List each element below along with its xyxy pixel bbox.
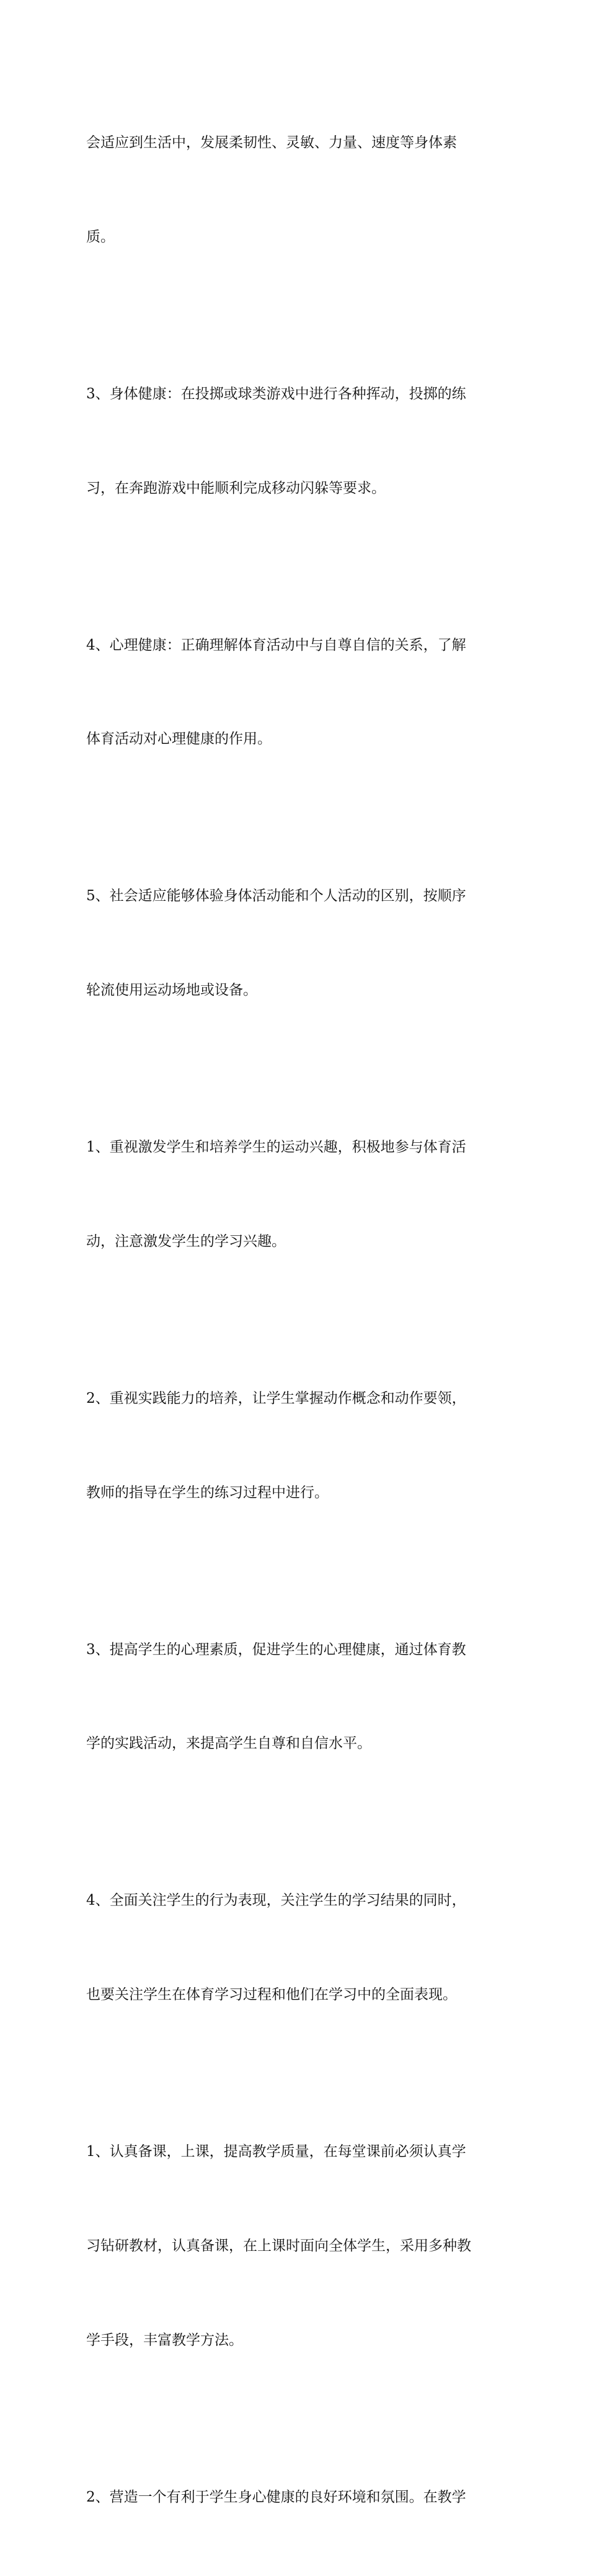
text-line: 质。: [86, 228, 115, 245]
text-line: 4、心理健康：正确理解体育活动中与自尊自信的关系，了解: [86, 637, 466, 653]
text-line: 动，注意激发学生的学习兴趣。: [86, 1233, 286, 1250]
paragraph-10: [86, 2419, 508, 2576]
text-line: 3、身体健康：在投掷或球类游戏中进行各种挥动，投掷的练: [86, 385, 466, 402]
paragraph-9: [86, 2073, 508, 2419]
paragraph-1: [86, 65, 508, 316]
text-line: 4、全面关注学生的行为表现，关注学生的学习结果的同时，: [86, 1892, 466, 1909]
paragraph-2: [86, 316, 508, 567]
text-line: 学的实践活动，来提高学生自尊和自信水平。: [86, 1735, 371, 1752]
paragraph-5: [86, 1069, 508, 1320]
text-line: 1、重视激发学生和培养学生的运动兴趣，积极地参与体育活: [86, 1139, 466, 1156]
text-line: 轮流使用运动场地或设备。: [86, 982, 257, 999]
paragraph-3: [86, 567, 508, 818]
paragraph-8: [86, 1822, 508, 2073]
paragraph-6: [86, 1320, 508, 1572]
text-line: 1、认真备课，上课，提高教学质量，在每堂课前必须认真学: [86, 2144, 466, 2160]
document-body: [86, 65, 508, 2576]
text-line: 教师的指导在学生的练习过程中进行。: [86, 1484, 329, 1501]
text-line: 体育活动对心理健康的作用。: [86, 731, 272, 748]
text-line: 2、营造一个有利于学生身心健康的良好环境和氛围。在教学: [86, 2489, 466, 2505]
paragraph-7: [86, 1572, 508, 1823]
text-line: 也要关注学生在体育学习过程和他们在学习中的全面表现。: [86, 1987, 457, 2003]
text-line: 会适应到生活中，发展柔韧性、灵敏、力量、速度等身体素: [86, 135, 457, 151]
text-line: 5、社会适应能够体验身体活动能和个人活动的区别，按顺序: [86, 888, 466, 905]
text-line: 3、提高学生的心理素质，促进学生的心理健康，通过体育教: [86, 1641, 466, 1658]
text-line: 习钻研教材，认真备课，在上课时面向全体学生，采用多种教: [86, 2237, 471, 2254]
paragraph-4: [86, 818, 508, 1069]
text-line: 2、重视实践能力的培养，让学生掌握动作概念和动作要领，: [86, 1390, 466, 1407]
text-line: 学手段，丰富教学方法。: [86, 2332, 243, 2348]
text-line: 习，在奔跑游戏中能顺利完成移动闪躲等要求。: [86, 480, 386, 496]
